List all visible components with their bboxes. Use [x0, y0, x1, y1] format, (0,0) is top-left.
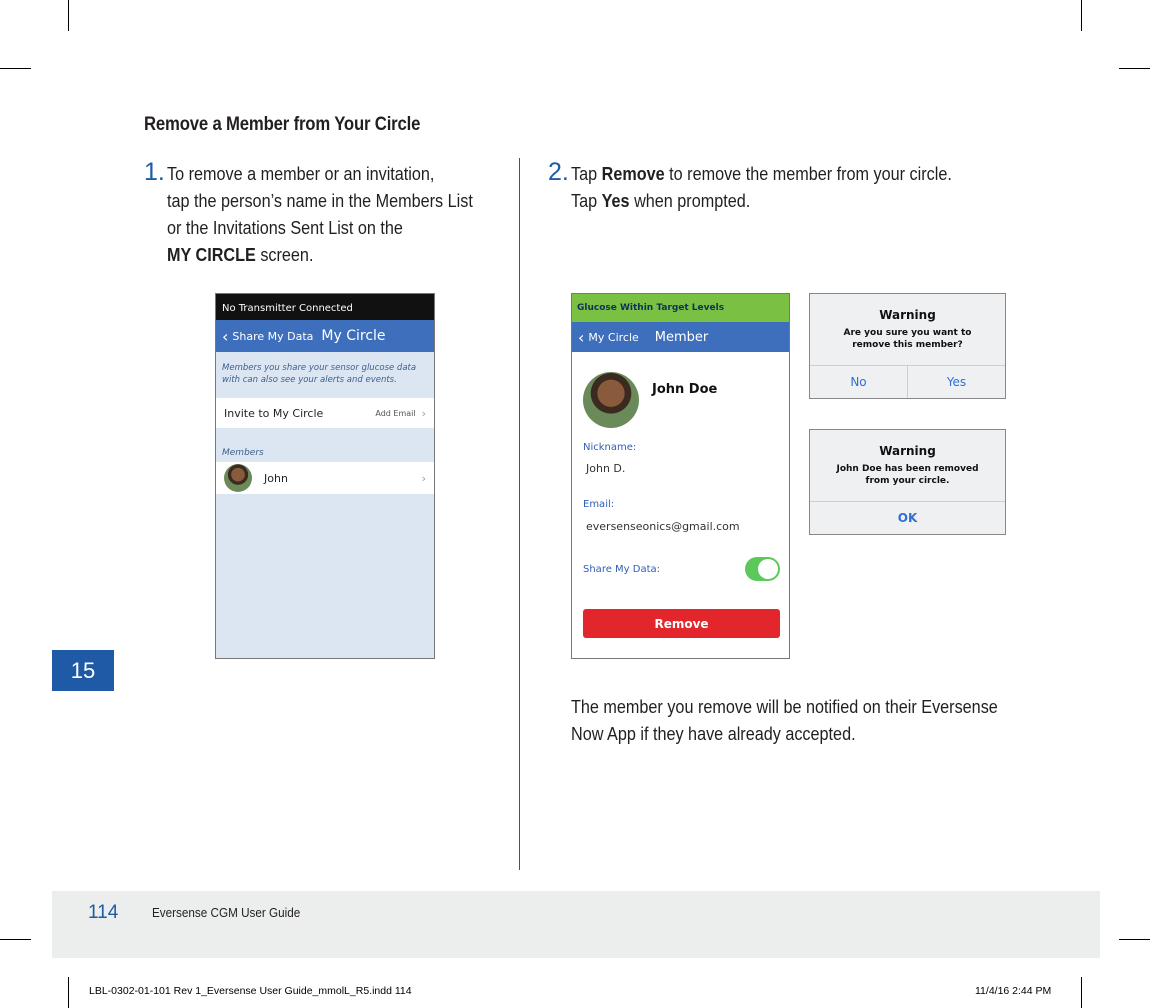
- glucose-banner: Glucose Within Target Levels: [572, 294, 789, 322]
- step-1-line-rest: screen.: [255, 245, 314, 265]
- email-label: Email:: [583, 499, 615, 510]
- yes-button[interactable]: Yes: [907, 366, 1005, 398]
- members-label: Members: [222, 448, 264, 458]
- alert-buttons: [810, 365, 1005, 398]
- back-label: Share My Data: [232, 329, 314, 343]
- step-2-number: 2.: [548, 158, 569, 186]
- crop-mark: [1119, 68, 1150, 69]
- back-label: My Circle: [588, 330, 639, 344]
- step-2-text: [571, 161, 952, 215]
- step-2-pre: Tap: [571, 191, 602, 211]
- toggle-knob: [758, 559, 778, 579]
- section-title: Remove a Member from Your Circle: [144, 114, 421, 135]
- ok-button[interactable]: OK: [897, 511, 918, 525]
- step-1: [144, 158, 507, 269]
- step-2-post: when prompted.: [629, 191, 751, 211]
- nickname-label: Nickname:: [583, 442, 637, 453]
- member-screenshot: [571, 293, 790, 659]
- invite-row[interactable]: [216, 398, 434, 428]
- nav-title: My Circle: [321, 328, 386, 344]
- chevron-right-icon: ›: [421, 471, 426, 485]
- back-button[interactable]: [222, 327, 313, 346]
- member-full-name: John Doe: [652, 382, 718, 397]
- crop-mark: [0, 939, 31, 940]
- note-line: The member you remove will be notified on their Eversense: [571, 697, 998, 717]
- share-toggle[interactable]: [745, 557, 780, 581]
- alert-message: John Doe has been removed from your circle.: [836, 464, 979, 486]
- circle-description: Members you share your sensor glucose data with can also see your alerts and events.: [222, 363, 417, 385]
- avatar: [224, 464, 252, 492]
- chevron-left-icon: ‹: [222, 326, 229, 346]
- step-2-pre: Tap: [571, 164, 602, 184]
- footer-band: [52, 891, 1100, 958]
- alert-title: Warning: [879, 444, 936, 458]
- step-2-line: [571, 161, 952, 188]
- add-email-label: Add Email: [375, 408, 416, 418]
- note-line: Now App if they have already accepted.: [571, 724, 856, 744]
- no-button[interactable]: No: [850, 375, 867, 389]
- chevron-left-icon: ‹: [578, 327, 585, 347]
- guide-name: Eversense CGM User Guide: [152, 905, 301, 920]
- step-1-number: 1.: [144, 158, 165, 186]
- remove-button[interactable]: Remove: [583, 609, 780, 638]
- back-button[interactable]: [578, 328, 639, 347]
- slug-file: LBL-0302-01-101 Rev 1_Eversense User Guide_mmolL_R5.indd 114: [89, 985, 412, 997]
- note-text: [571, 694, 998, 748]
- my-circle-term: MY CIRCLE: [167, 245, 256, 265]
- crop-mark: [1081, 0, 1082, 31]
- step-2: [548, 158, 994, 215]
- member-name: John: [264, 471, 288, 485]
- step-2-post: to remove the member from your circle.: [664, 164, 952, 184]
- alert-message: Are you sure you want to remove this member?: [843, 328, 972, 350]
- removed-alert: [809, 429, 1006, 535]
- confirm-remove-alert: [809, 293, 1006, 399]
- crop-mark: [68, 0, 69, 31]
- nav-bar: [572, 322, 789, 352]
- alert-title: Warning: [879, 308, 936, 322]
- chapter-tab: 15: [52, 650, 114, 691]
- nickname-value: John D.: [586, 462, 626, 475]
- avatar: [583, 372, 639, 428]
- remove-term: Remove: [601, 164, 665, 184]
- step-1-text: [167, 161, 473, 269]
- chevron-right-icon: ›: [421, 406, 426, 420]
- alert-buttons: [810, 501, 1005, 534]
- crop-mark: [0, 68, 31, 69]
- step-1-line: or the Invitations Sent List on the: [167, 218, 403, 238]
- crop-mark: [1119, 939, 1150, 940]
- column-divider: [519, 158, 520, 870]
- step-1-line: [167, 242, 473, 269]
- step-1-line: To remove a member or an invitation,: [167, 164, 435, 184]
- nav-bar: [216, 320, 434, 352]
- member-row-john[interactable]: [216, 462, 434, 494]
- step-1-line: tap the person’s name in the Members List: [167, 191, 473, 211]
- my-circle-screenshot: [215, 293, 435, 659]
- email-value: eversenseonics@gmail.com: [586, 520, 740, 533]
- crop-mark: [68, 977, 69, 1008]
- share-label: Share My Data:: [583, 564, 661, 575]
- crop-mark: [1081, 977, 1082, 1008]
- page-number: 114: [88, 902, 119, 923]
- invite-label: Invite to My Circle: [224, 406, 324, 420]
- nav-title: Member: [654, 329, 709, 345]
- yes-term: Yes: [601, 191, 630, 211]
- status-bar: No Transmitter Connected: [216, 294, 434, 320]
- slug-date: 11/4/16 2:44 PM: [975, 985, 1052, 997]
- step-2-line: [571, 188, 952, 215]
